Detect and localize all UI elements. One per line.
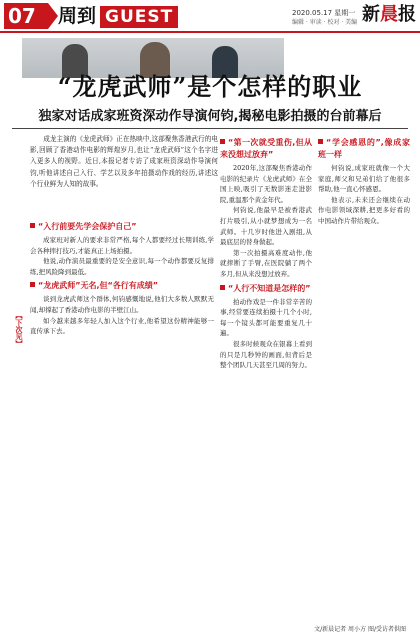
editor-line: 编辑 · 审读 · 校对 · 美编 — [292, 19, 358, 26]
column-left — [30, 218, 214, 337]
section-heading: “人行不知道是怎样的” — [220, 283, 312, 295]
side-tag: 【下次见】 — [15, 312, 23, 347]
section-heading: “学会感恩的”,像成家班一样 — [318, 138, 410, 159]
paragraph: 拍动作戏是一件非常辛苦的事,经常要连续拍摄十几个小时,每一个镜头都可能要重复几十遍。 — [220, 297, 312, 338]
newspaper-logo: 新晨报 — [362, 4, 416, 25]
paragraph: 何钧说,他最早是被香港武打片吸引,从小就梦想成为一名武师。十几岁时他进入剧组,从最底层的替身做起。 — [220, 206, 312, 247]
section-label: 周到 — [58, 5, 97, 27]
paragraph: 何钧说,成家班就像一个大家庭,师父和兄弟们给了他很多帮助,他一直心怀感恩。 — [318, 164, 410, 194]
paragraph: 第一次拍摄高难度动作,他就摔断了手臂,在医院躺了两个多月,但从来没想过放弃。 — [220, 248, 312, 278]
column-middle — [220, 134, 312, 371]
article-intro: 成龙主演的《龙虎武师》正在热映中,这部聚焦香港武行的电影,回顾了香港动作电影的辉煌岁月,也让“龙虎武师”这个名字进入更多人的视野。近日,本报记者专访了成家班资深动作导演何钧,听他讲述自己入行、学艺以及多年拍摄动作戏的经历,讲述这个行业鲜为人知的故事。 — [30, 135, 218, 188]
section-heading: “入行前要先学会保护自己” — [30, 221, 214, 233]
page-header — [0, 0, 420, 34]
section-heading: “龙虎武师”无名,但“各行有成绩” — [30, 280, 214, 292]
paragraph: 成家班对新人的要求非常严格,每个人都要经过长期训练,学会各种摔打技巧,才能真正上场拍摄。 — [30, 236, 214, 255]
article-subtitle: 独家对话成家班资深动作导演何钧,揭秘电影拍摄的台前幕后 — [38, 109, 382, 124]
header-rule — [0, 31, 420, 33]
section-heading: “第一次就受重伤,但从来没想过放弃” — [220, 138, 312, 159]
column-right — [318, 134, 410, 227]
section-guest-badge: GUEST — [100, 6, 178, 28]
title-divider — [12, 128, 408, 129]
paragraph: 很多时候观众在银幕上看到的只是几秒钟的画面,但背后是整个团队几天甚至几周的努力。 — [220, 339, 312, 370]
issue-date: 2020.05.17 星期一 — [292, 9, 356, 17]
paragraph: 他表示,未来还会继续在动作电影领域深耕,把更多好看的中国动作片带给观众。 — [318, 195, 410, 225]
paragraph: 他说,动作演员最重要的是安全意识,每一个动作都要反复排练,把风险降到最低。 — [30, 257, 214, 276]
article-title: “龙虎武师”是个怎样的职业 — [57, 72, 363, 101]
paragraph: 2020年,这部聚焦香港动作电影的纪录片《龙虎武师》在全国上映,吸引了无数影迷走进影院,重温那个黄金年代。 — [220, 164, 312, 204]
paragraph: 谈到龙虎武师这个群体,何钧感慨地说,他们大多数人默默无闻,却撑起了香港动作电影的半壁江山。 — [30, 295, 214, 314]
byline: 文/新晨记者 周小方 图/受访者供图 — [314, 626, 406, 633]
paragraph: 如今越来越多年轻人加入这个行业,他希望这份精神能够一直传承下去。 — [30, 316, 214, 336]
page-number: 07 — [4, 3, 48, 29]
